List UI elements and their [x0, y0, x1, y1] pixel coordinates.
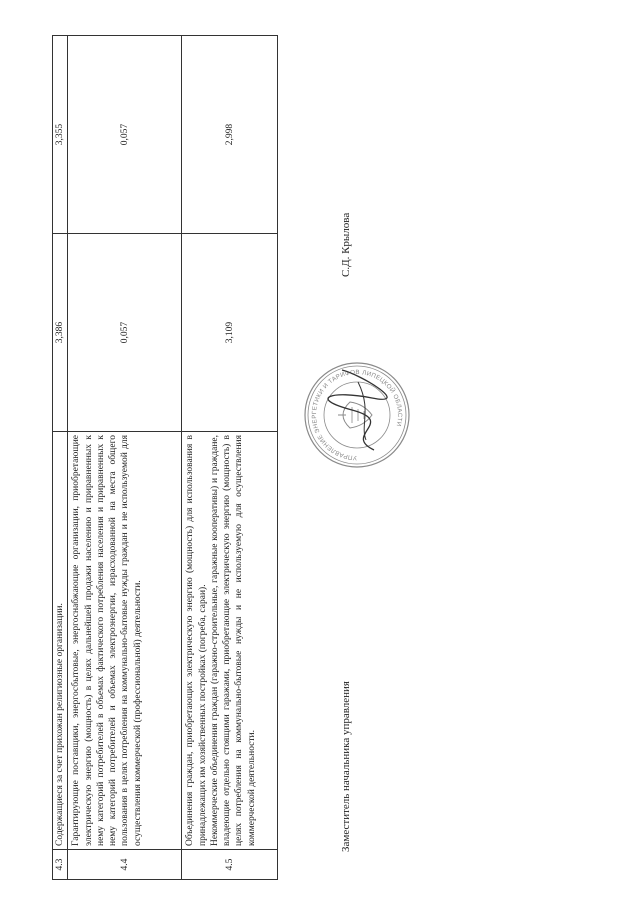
row-description: Содержащиеся за счет прихожан религиозные организации. — [53, 432, 68, 850]
value-column-1: 0,057 — [68, 234, 182, 432]
rotated-page — [40, 12, 600, 892]
row-number: 4.3 — [53, 850, 68, 880]
description-paragraph: Некоммерческие объединения граждан (гаражно-строительные, гаражные кооперативы) и граждане, владеющие отдельно стоящими гаражами, приобретающие электрическую энергию (мощность) в целях потребления на коммунально-бытовые нужды и не используемую для осуществления коммерческой деятельности. — [209, 435, 257, 846]
value-column-1: 3,386 — [53, 234, 68, 432]
table-row — [68, 36, 182, 880]
value-column-1: 3,109 — [182, 234, 278, 432]
row-number: 4.5 — [182, 850, 278, 880]
description-paragraph: Объединения граждан, приобретающих электрическую энергию (мощность) для использования в принадлежащих им хозяйственных постройках (погреба, сараи). — [185, 435, 208, 846]
svg-text:УПРАВЛЕНИЕ ЭНЕРГЕТИКИ И ТАРИФО — [311, 369, 403, 461]
stamp-text: УПРАВЛЕНИЕ ЭНЕРГЕТИКИ И ТАРИФОВ ЛИПЕЦКОЙ ОБЛАСТИ — [310, 368, 404, 462]
row-number: 4.4 — [68, 850, 182, 880]
value-column-2: 0,057 — [68, 36, 182, 234]
signatory-title: Заместитель начальника управления — [340, 681, 352, 852]
row-description: Гарантирующие поставщики, энергосбытовые, энергоснабжающие организации, приобретающие электрическую энергию (мощность) в целях дальнейшей продажи населению и приравненных к нему категорий потребителей в объемах фактического потребления населения и приравненных к нему категорий потребителей и объемах электроэнергии, израсходованной на места общего пользования в целях потребления на коммунально-бытовые нужды граждан и не используемой для осуществления коммерческой (профессиональной) деятельности. — [68, 432, 182, 850]
official-seal-stamp — [302, 360, 412, 470]
tariff-table — [52, 35, 278, 880]
table-row — [53, 36, 68, 880]
signatory-name: С.Д. Крылова — [340, 212, 352, 277]
row-description — [182, 432, 278, 850]
value-column-2: 3,355 — [53, 36, 68, 234]
table-row — [182, 36, 278, 880]
value-column-2: 2,998 — [182, 36, 278, 234]
